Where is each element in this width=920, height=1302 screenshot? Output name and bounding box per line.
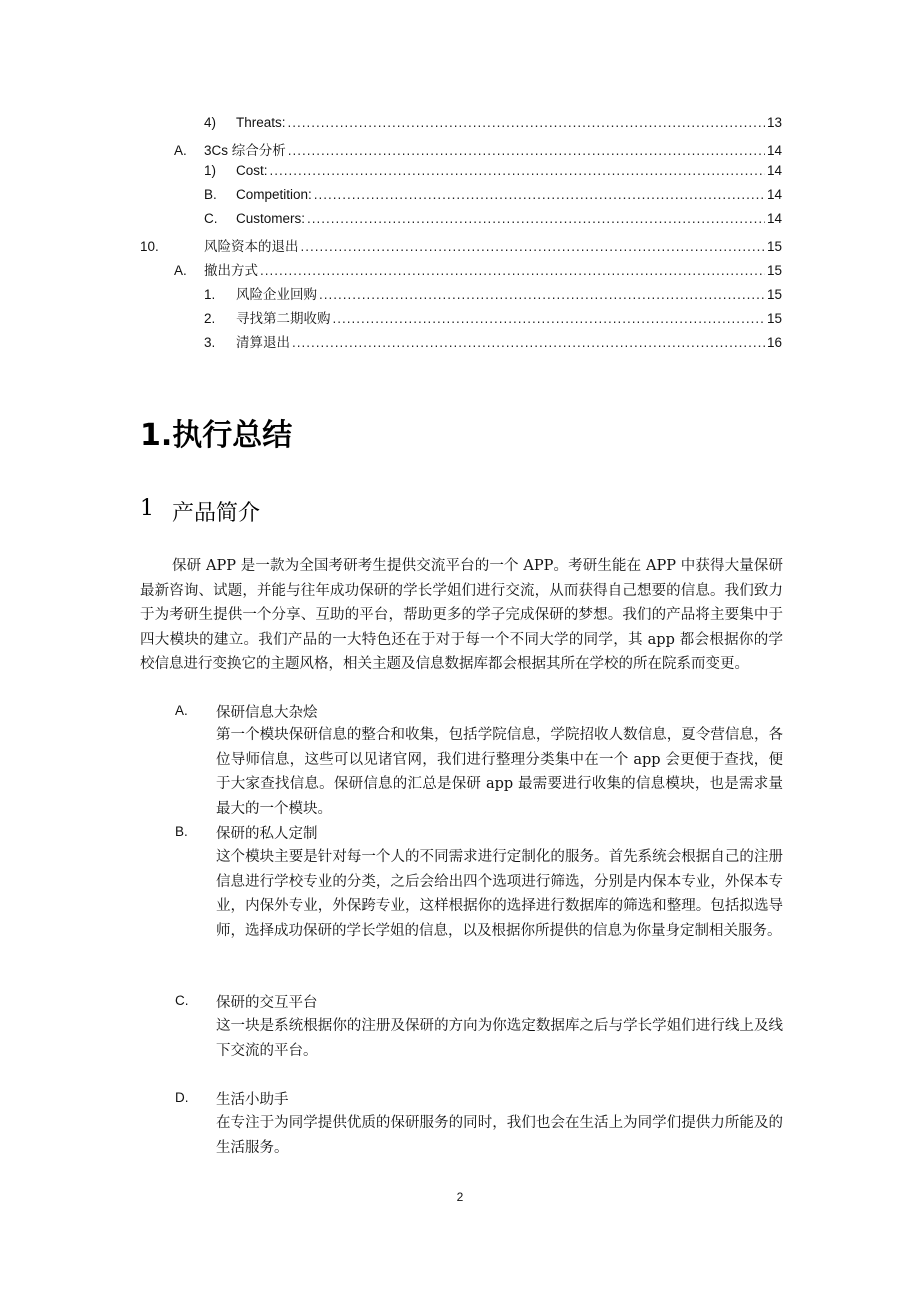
toc-entry-number: C. [204, 211, 218, 226]
toc-entry-page: 14 [766, 187, 782, 202]
chapter-heading: 1.执行总结 [140, 418, 293, 453]
toc-entry-number: B. [204, 187, 217, 202]
toc-entry-page: 16 [766, 335, 782, 350]
toc-entry[interactable] [204, 163, 782, 185]
toc-entry[interactable] [204, 115, 782, 137]
toc-entry-number: 1) [204, 163, 217, 178]
toc-entry-number: 10. [140, 239, 159, 254]
toc-entry-page: 15 [766, 239, 782, 254]
toc-entry-title: 风险资本的退出 [204, 239, 299, 254]
section-number: 1 [140, 496, 154, 521]
toc-entry[interactable] [204, 283, 782, 305]
item-title: 生活小助手 [216, 1092, 289, 1108]
item-body: 这一块是系统根据你的注册及保研的方向为你选定数据库之后与学长学姐们进行线上及线下交流的平台。 [216, 1018, 783, 1059]
toc-leader-dots [288, 143, 765, 158]
toc-leader-dots [314, 187, 765, 202]
page-number: 2 [456, 1190, 464, 1204]
item-letter: D. [175, 1090, 189, 1105]
toc-entry-page: 15 [766, 311, 782, 326]
toc-entry[interactable] [140, 235, 782, 257]
item-body: 这个模块主要是针对每一个人的不同需求进行定制化的服务。首先系统会根据自己的注册信息进行学校专业的分类，之后会给出四个选项进行筛选，分别是内保本专业，外保本专业，内保外专业，外保跨专业，这样根据你的选择进行数据库的筛选和整理。包括拟选导师，选择成功保研的学长学姐的信息，以及根据你所提供的信息为你量身定制相关服务。 [216, 849, 783, 939]
toc-entry-title: Customers: [236, 211, 306, 226]
toc-leader-dots [260, 263, 765, 278]
toc-leader-dots [307, 211, 765, 226]
section-heading [140, 496, 260, 527]
toc-leader-dots [301, 239, 765, 254]
toc-entry-page: 13 [766, 115, 782, 130]
toc-entry-number: 3. [204, 335, 216, 350]
toc-entry-number: 4) [204, 115, 217, 130]
item-letter: A. [175, 703, 188, 718]
toc-entry-page: 15 [766, 263, 782, 278]
toc-leader-dots [319, 287, 765, 302]
toc-entry[interactable] [174, 259, 782, 281]
toc-entry[interactable] [174, 139, 782, 161]
toc-leader-dots [270, 163, 765, 178]
item-title: 保研的交互平台 [216, 995, 318, 1011]
toc-entry-title: Threats: [236, 115, 286, 130]
toc-entry-number: A. [174, 143, 187, 158]
toc-entry-title: 风险企业回购 [236, 287, 317, 302]
toc-entry-title: Cost: [236, 163, 268, 178]
item-body: 在专注于为同学提供优质的保研服务的同时，我们也会在生活上为同学们提供力所能及的生活服务。 [216, 1115, 783, 1156]
item-letter: B. [175, 824, 188, 839]
toc-leader-dots [333, 311, 765, 326]
toc-entry-page: 14 [766, 163, 782, 178]
section-title: 产品简介 [172, 501, 261, 526]
toc-entry-title: Competition: [236, 187, 312, 202]
item-title: 保研信息大杂烩 [216, 705, 318, 721]
item-body: 第一个模块保研信息的整合和收集，包括学院信息，学院招收人数信息，夏令营信息，各位导师信息，这些可以见诸官网，我们进行整理分类集中在一个 app 会更便于查找，便于大家查找信息。保研信息的汇总是保研 app 最需要进行收集的信息模块，也是需求量最大的一个模块。 [216, 727, 783, 817]
toc-entry-title: 3Cs 综合分析 [204, 143, 286, 158]
toc-entry[interactable] [204, 307, 782, 329]
item-letter: C. [175, 993, 189, 1008]
toc-entry[interactable] [204, 331, 782, 353]
toc-entry-title: 寻找第二期收购 [236, 311, 331, 326]
toc-entry-page: 14 [766, 211, 782, 226]
toc-entry-title: 清算退出 [236, 335, 290, 350]
toc-entry-number: 2. [204, 311, 216, 326]
toc-entry-number: A. [174, 263, 187, 278]
toc-leader-dots [288, 115, 765, 130]
toc-entry-number: 1. [204, 287, 216, 302]
item-title: 保研的私人定制 [216, 826, 318, 842]
toc-entry[interactable] [204, 211, 782, 233]
toc-entry-page: 15 [766, 287, 782, 302]
toc-entry-title: 撤出方式 [204, 263, 258, 278]
toc-entry-page: 14 [766, 143, 782, 158]
toc-leader-dots [292, 335, 765, 350]
intro-paragraph: 保研 APP 是一款为全国考研考生提供交流平台的一个 APP。考研生能在 APP 中获得大量保研最新咨询、试题，并能与往年成功保研的学长学姐们进行交流，从而获得自己想要的信息。我们致力于为考研生提供一个分享、互助的平台，帮助更多的学子完成保研的梦想。我们的产品将主要集中于四大模块的建立。我们产品的一大特色还在于对于每一个不同大学的同学，其 app 都会根据你的学校信息进行变换它的主题风格，相关主题及信息数据库都会根据其所在学校的所在院系而变更。 [140, 558, 783, 672]
toc-entry[interactable] [204, 187, 782, 209]
